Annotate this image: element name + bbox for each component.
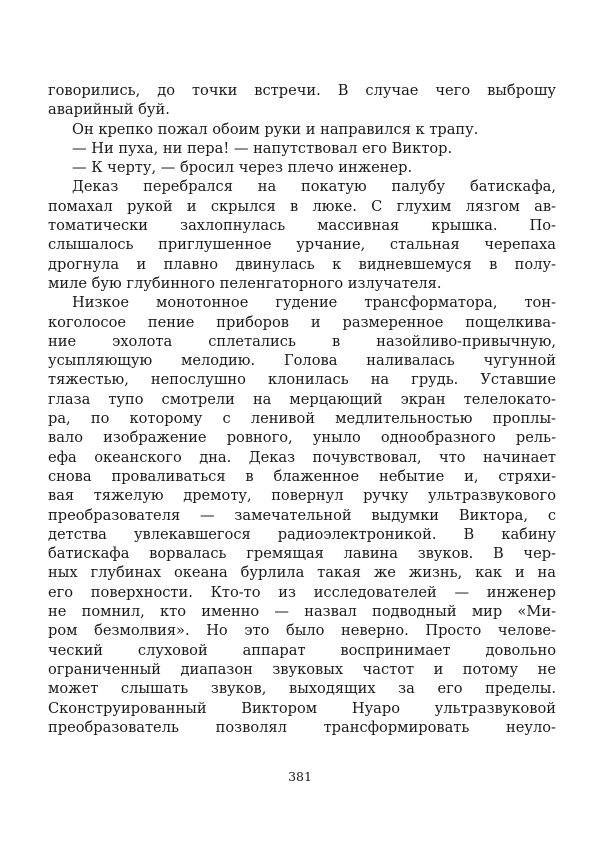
text-line: тяжестью, непослушно клонилась на грудь. Уставшие (48, 371, 556, 389)
text-line: миле бую глубинного пеленгаторного излучателя. (48, 274, 442, 292)
text-line: слышалось приглушенное урчание, стальная черепаха (48, 236, 556, 254)
text-line: ных глубинах океана бурлила такая же жизнь, как и на (48, 564, 556, 582)
text-line: его поверхности. Кто-то из исследователей — инженер (48, 583, 556, 601)
text-line: преобразователя — замечательной выдумки Виктора, с (48, 506, 556, 524)
text-line: детства увлекавшегося радиоэлектроникой. В кабину (48, 525, 556, 543)
text-line: Сконструированный Виктором Нуаро ультразвуковой (48, 699, 556, 717)
text-line: батискафа ворвалась гремящая лавина звуков. В чер- (48, 545, 556, 563)
text-line: дрогнула и плавно двинулась к видневшемуся в полу- (48, 255, 556, 273)
text-line: томатически захлопнулась массивная крышка. По- (48, 217, 556, 235)
text-line: глаза тупо смотрели на мерцающий экран телелокато- (48, 390, 556, 408)
text-line: может слышать звуков, выходящих за его пределы. (48, 680, 556, 698)
text-line: говорились, до точки встречи. В случае чего выброшу (48, 82, 556, 99)
text-line: ние эхолота сплетались в назойливо-привычную, (48, 332, 556, 350)
text-line: вая тяжелую дремоту, повернул ручку ультразвукового (48, 487, 556, 505)
text-line: снова проваливаться в блаженное небытие и, стряхи- (48, 467, 556, 485)
text-line: — К черту, — бросил через плечо инженер. (72, 159, 413, 177)
text-line: ограниченный диапазон звуковых частот и потому не (48, 660, 556, 678)
text-line: Низкое монотонное гудение трансформатора, тон- (72, 294, 556, 312)
text-line: Он крепко пожал обоим руки и направился к трапу. (72, 120, 479, 138)
body-text (48, 81, 556, 737)
text-line: Деказ перебрался на покатую палубу батискафа, (72, 178, 556, 196)
text-line: ра, по которому с ленивой медлительностью проплы- (48, 410, 556, 428)
text-line: аварийный буй. (48, 101, 170, 119)
text-line: ефа океанского дна. Деказ почувствовал, что начинает (48, 448, 556, 466)
text-line: не помнил, кто именно — назвал подводный мир «Ми- (48, 603, 556, 621)
text-line: преобразователь позволял трансформировать неуло- (48, 718, 556, 736)
page-number: 381 (288, 769, 312, 784)
text-line: помахал рукой и скрылся в люке. С глухим лязгом ав- (48, 197, 556, 215)
text-line: коголосое пение приборов и размеренное пощелкива- (48, 313, 556, 331)
text-line: усыпляющую мелодию. Голова наливалась чугунной (48, 352, 556, 370)
text-line: ческий слуховой аппарат воспринимает довольно (48, 641, 556, 659)
text-line: вало изображение ровного, уныло однообразного рель- (48, 429, 556, 447)
text-line: — Ни пуха, ни пера! — напутствовал его Виктор. (72, 139, 453, 157)
text-line: ром безмолвия». Но это было неверно. Просто челове- (48, 622, 556, 640)
